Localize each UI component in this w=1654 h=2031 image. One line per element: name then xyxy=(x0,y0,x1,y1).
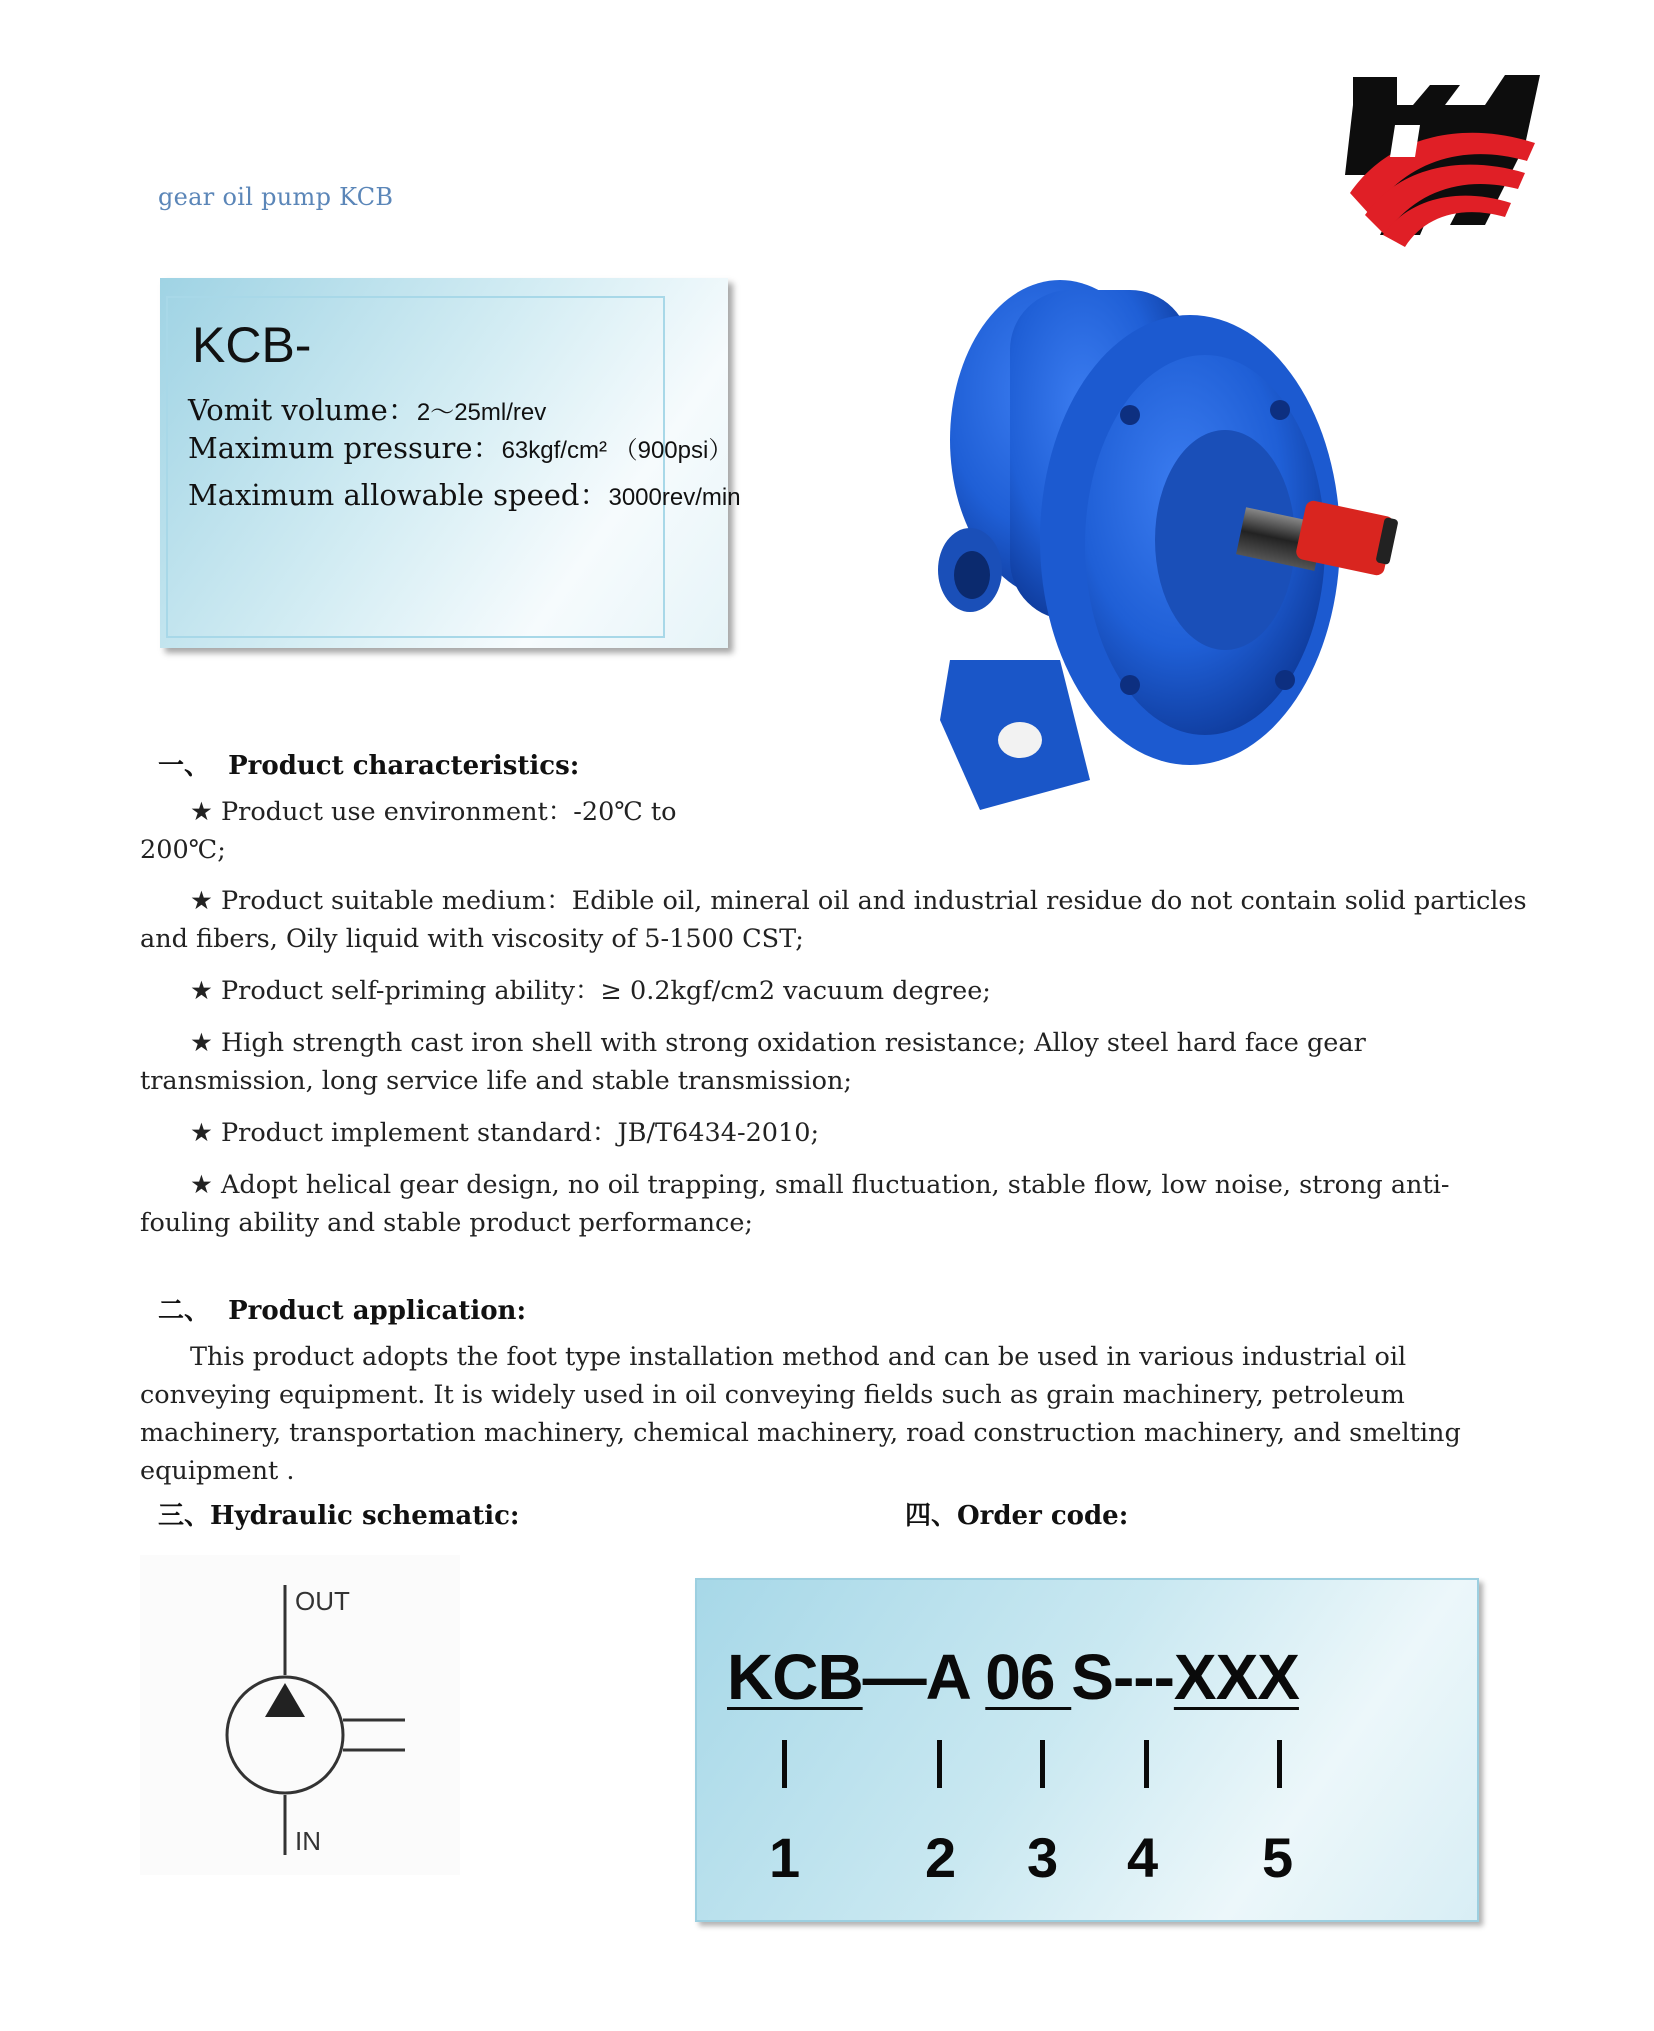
list-item: ★ High strength cast iron shell with strong oxidation resistance; Alloy steel hard face gear transmission, long service life and stable transmission; xyxy=(140,1028,1366,1096)
code-tick-2 xyxy=(937,1740,942,1788)
characteristics-list xyxy=(140,793,700,883)
spec-label: Maximum allowable speed： xyxy=(188,478,609,512)
code-tick-1 xyxy=(782,1740,787,1788)
spec-line-speed xyxy=(188,473,741,514)
code-number-1: 1 xyxy=(769,1826,801,1889)
section-heading-schematic: 三、Hydraulic schematic: xyxy=(158,1501,520,1531)
section-heading-order-code: 四、Order code: xyxy=(905,1501,1129,1531)
characteristics-list xyxy=(140,882,1530,1256)
section-heading-application xyxy=(158,1290,526,1327)
list-item: ★ Product suitable medium：Edible oil, mineral oil and industrial residue do not contain solid particles and fibers, Oily liquid with viscosity of 5-1500 CST; xyxy=(140,886,1527,954)
spec-value: 63kgf/cm² （900psi） xyxy=(501,437,733,464)
spec-line-pressure xyxy=(188,426,732,467)
spec-label: Vomit volume： xyxy=(188,393,417,427)
section-heading-characteristics xyxy=(158,745,579,782)
order-code xyxy=(727,1640,1299,1714)
blue-gear-pump-image xyxy=(860,240,1440,820)
code-part-1: KCB xyxy=(727,1641,863,1713)
code-part-3: 06 xyxy=(985,1641,1072,1713)
spec-label: Maximum pressure： xyxy=(188,431,502,465)
spec-value: 3000rev/min xyxy=(608,484,741,511)
application-paragraph xyxy=(140,1338,1530,1504)
hydraulic-schematic-diagram xyxy=(140,1555,460,1875)
list-item: ★ Adopt helical gear design, no oil trapping, small fluctuation, stable flow, low noise, strong anti-fouling ability and stable product performance; xyxy=(140,1170,1450,1238)
schematic-out-label: OUT xyxy=(295,1586,350,1616)
spec-model: KCB- xyxy=(192,317,312,373)
code-tick-5 xyxy=(1277,1740,1282,1788)
section-number: 一、 xyxy=(158,751,211,781)
list-item: ★ Product use environment：-20℃ to 200℃; xyxy=(140,797,677,865)
code-tick-4 xyxy=(1144,1740,1149,1788)
schematic-in-label: IN xyxy=(295,1826,321,1856)
code-tick-3 xyxy=(1040,1740,1045,1788)
order-code-box xyxy=(695,1578,1479,1922)
section-title: Product characteristics: xyxy=(228,751,580,781)
code-part-4: S--- xyxy=(1071,1641,1174,1713)
spec-box xyxy=(160,278,741,648)
spec-value: 2～25ml/rev xyxy=(416,399,547,426)
application-text: This product adopts the foot type installation method and can be used in various industrial oil conveying equipment. It is widely used in oil conveying fields such as grain machinery, petroleum machinery, transportation machinery, chemical machinery, road construction machinery, and smelting equipment . xyxy=(140,1342,1461,1486)
list-item: ★ Product self-priming ability：≥ 0.2kgf/cm2 vacuum degree; xyxy=(190,976,991,1006)
list-item: ★ Product implement standard：JB/T6434-2010; xyxy=(190,1118,820,1148)
code-number-3: 3 xyxy=(1027,1826,1059,1889)
section-title: Product application: xyxy=(228,1296,527,1326)
brand-logo-icon xyxy=(1335,65,1550,250)
code-number-5: 5 xyxy=(1262,1826,1294,1889)
section-number: 二、 xyxy=(158,1296,211,1326)
code-part-5: XXX xyxy=(1173,1641,1299,1713)
code-number-2: 2 xyxy=(925,1826,957,1889)
code-number-4: 4 xyxy=(1127,1826,1159,1889)
code-part-2: —A xyxy=(862,1641,986,1713)
document-title: gear oil pump KCB xyxy=(158,183,394,211)
spec-line-volume xyxy=(188,388,546,429)
